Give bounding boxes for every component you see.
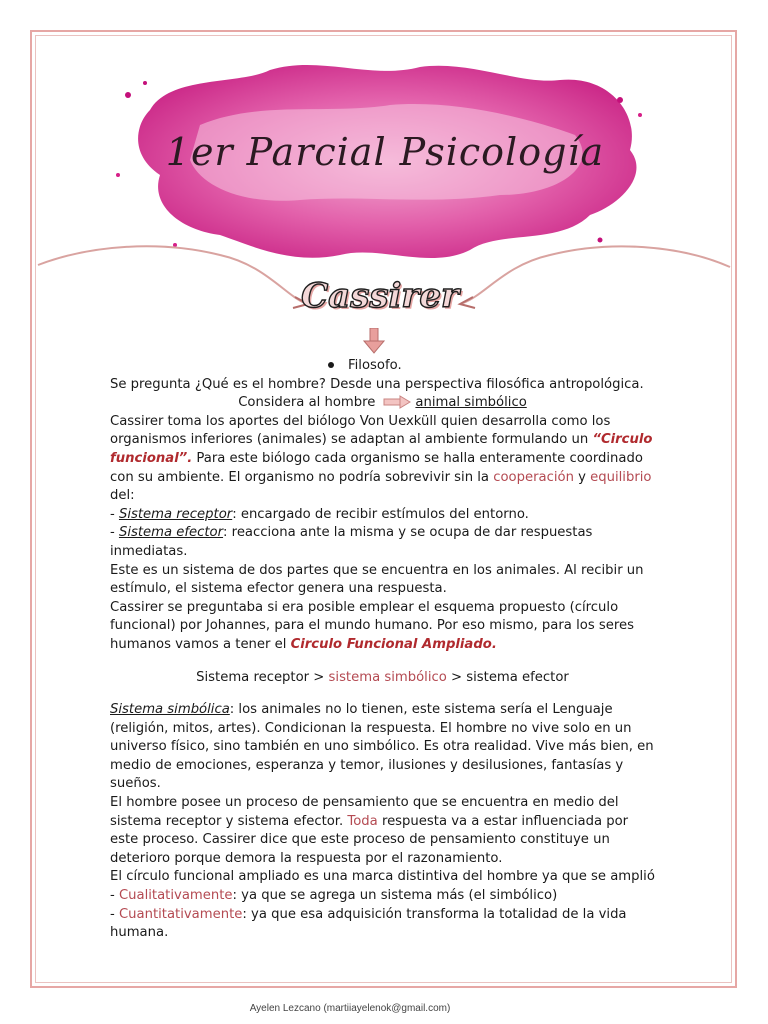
page-title: 1er Parcial Psicología xyxy=(165,130,605,174)
page-footer: Ayelen Lezcano (martiiayelenok@gmail.com) xyxy=(249,1003,451,1014)
down-arrow-icon xyxy=(363,328,385,354)
paragraph-simbolico: Sistema simbólica: los animales no lo tienen, este sistema sería el Lenguaje (religión, mitos, artes). Condicionan la respuesta. El hombre no vive solo en un universo físico, sino también en uno simbólico. Es otra realidad. Vive más bien, en medio de emociones, esperanza y temor, ilusiones y desilusiones, fantasías y sueños. xyxy=(110,702,654,792)
receptor-line: - Sistema receptor: encargado de recibir estímulos del entorno. xyxy=(110,506,529,522)
section-title: Cassirer xyxy=(301,276,459,316)
paragraph-uexkull: Cassirer toma los aportes del biólogo Von Uexküll quien desarrolla como los organismos inferiores (animales) se adaptan al ambiente formulando un “Circulo funcional”. Para este biólogo cada organismo se halla enteramente coordinado con su ambiente. El organismo no podría sobrevivir sin la cooperación y equilibrio del: xyxy=(110,413,653,504)
cuantitativamente-line: - Cuantitativamente: ya que esa adquisición transforma la totalidad de la vida humana. xyxy=(110,906,627,941)
paragraph-marca: El círculo funcional ampliado es una marca distintiva del hombre ya que se amplió xyxy=(110,869,655,885)
paragraph-two-parts: Este es un sistema de dos partes que se encuentra en los animales. Al recibir un estímulo, el sistema efector genera una respuesta. xyxy=(110,562,644,597)
question-line: Se pregunta ¿Qué es el hombre? Desde una perspectiva filosófica antropológica. xyxy=(110,376,644,392)
paragraph-pensamiento: El hombre posee un proceso de pensamiento que se encuentra en medio del sistema receptor y sistema efector. Toda respuesta va a estar influenciada por este proceso. Cassirer dice que este proceso de pensamiento constituye un deterioro porque demora la respuesta por el razonamiento. xyxy=(110,795,629,866)
efector-line: - Sistema efector: reacciona ante la misma y se ocupa de dar respuestas inmediatas. xyxy=(110,525,593,559)
bullet-dot-icon xyxy=(328,362,334,368)
cualitativamente-line: - Cualitativamente: ya que se agrega un sistema más (el simbólico) xyxy=(110,888,558,904)
definition-line: Considera al hombre animal simbólico xyxy=(238,395,527,411)
right-arrow-icon xyxy=(383,395,411,409)
scheme-line: Sistema receptor > sistema simbólico > sistema efector xyxy=(196,669,569,685)
bullet-item: Filosofo. xyxy=(110,357,655,376)
body-content xyxy=(110,357,655,943)
paragraph-ampliado: Cassirer se preguntaba si era posible emplear el esquema propuesto (círculo funcional) por Johannes, para el mundo humano. Por eso mismo, para los seres humanos vamos a tener el Circulo Funcional Ampliado. xyxy=(110,599,634,652)
